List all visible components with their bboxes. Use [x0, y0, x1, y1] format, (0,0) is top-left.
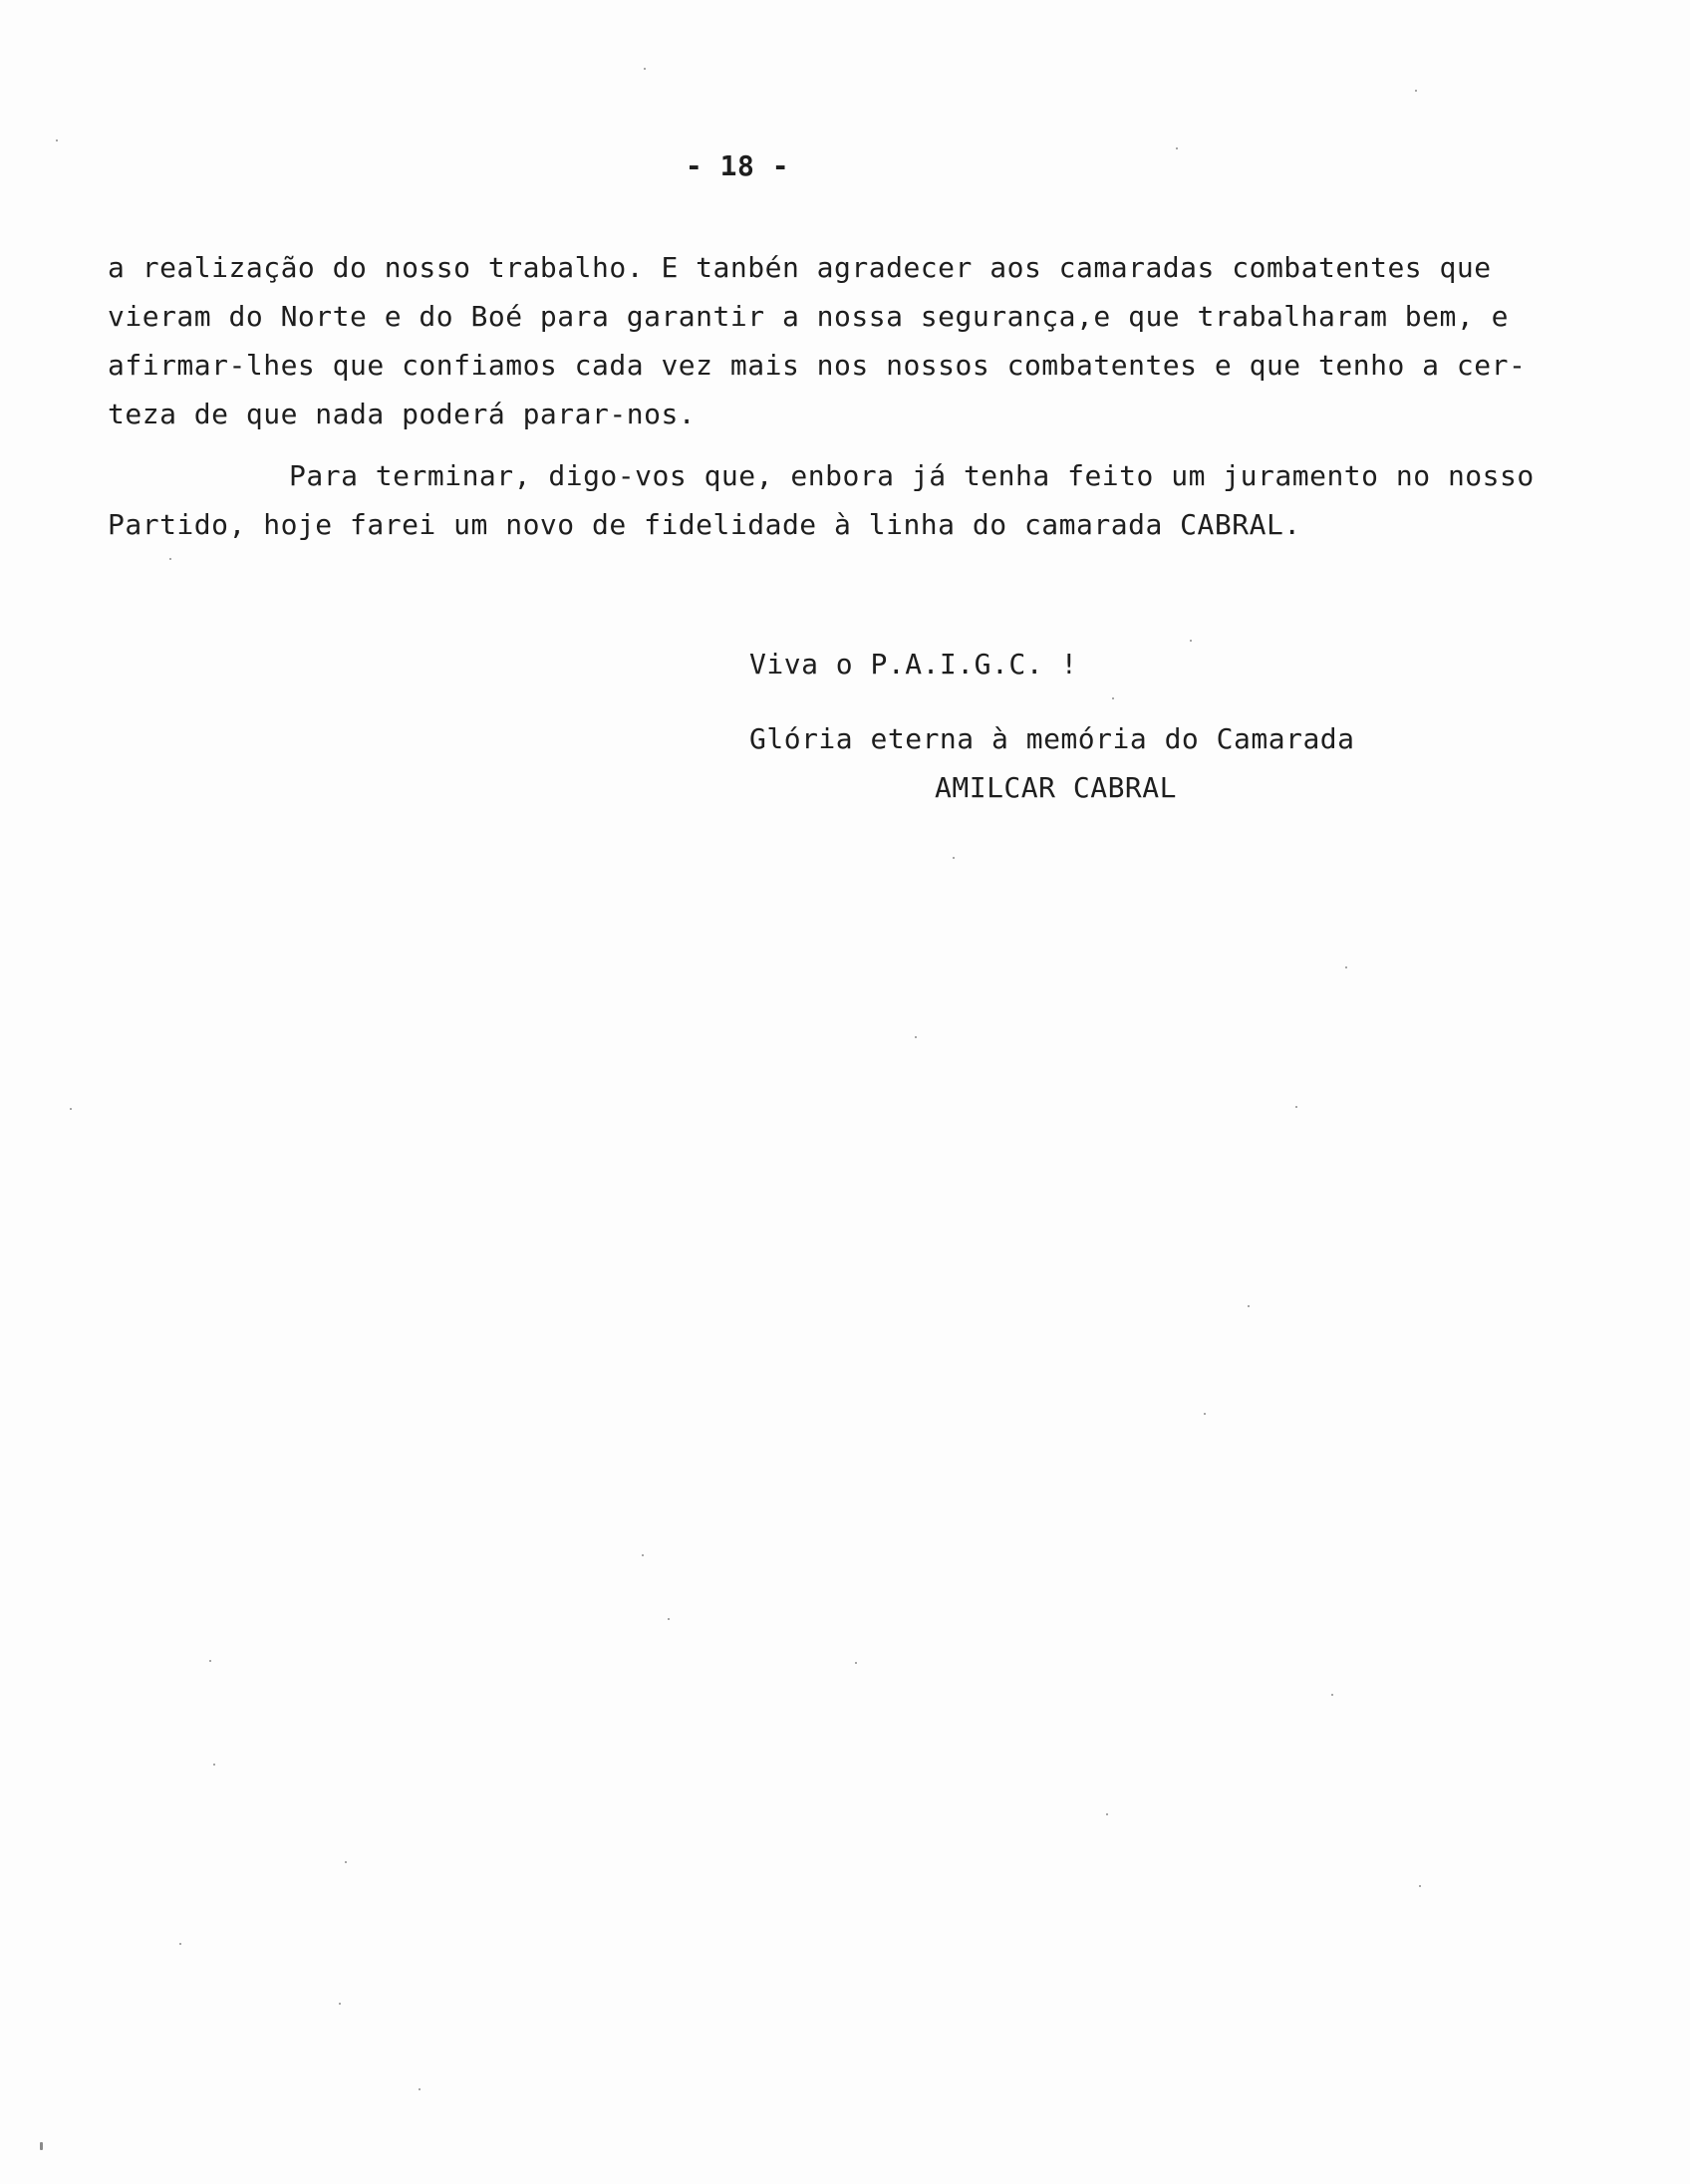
scan-speck	[70, 1108, 72, 1110]
scan-speck	[1415, 90, 1417, 92]
scan-speck	[642, 1554, 644, 1556]
scan-speck	[40, 2142, 43, 2150]
scan-speck	[345, 1861, 347, 1863]
scan-speck	[1295, 1106, 1297, 1108]
closing-slogan: Glória eterna à memória do Camarada	[749, 722, 1355, 755]
scan-speck	[1106, 1813, 1108, 1815]
body-line: afirmar-lhes que confiamos cada vez mais nos nossos combatentes e que tenho a cer-	[108, 349, 1527, 382]
scan-speck	[668, 1618, 670, 1620]
scan-speck	[1331, 1694, 1333, 1696]
scan-speck	[1419, 1885, 1421, 1887]
scan-speck	[56, 139, 58, 141]
scan-speck	[644, 68, 646, 70]
body-line: vieram do Norte e do Boé para garantir a nossa segurança,e que trabalharam bem, e	[108, 300, 1509, 333]
scan-speck	[1112, 697, 1114, 699]
scan-speck	[179, 1943, 181, 1945]
scan-speck	[855, 1662, 857, 1664]
closing-name: AMILCAR CABRAL	[935, 771, 1178, 804]
scan-speck	[915, 1036, 917, 1038]
scan-speck	[953, 857, 955, 859]
scan-speck	[209, 1660, 211, 1662]
scan-speck	[1176, 147, 1178, 149]
body-line: a realização do nosso trabalho. E tanbén agradecer aos camaradas combatentes que	[108, 251, 1492, 284]
scan-speck	[213, 1764, 215, 1766]
scan-speck	[1248, 1305, 1250, 1307]
scan-speck	[1345, 966, 1347, 968]
scan-speck	[339, 2003, 341, 2005]
scan-speck	[1204, 1413, 1206, 1415]
closing-slogan: Viva o P.A.I.G.C. !	[749, 648, 1078, 681]
page-number: - 18 -	[685, 149, 790, 182]
scan-speck	[419, 2088, 421, 2090]
scan-speck	[1190, 640, 1192, 642]
scan-speck	[169, 558, 171, 560]
body-line: Para terminar, digo-vos que, enbora já tenha feito um juramento no nosso	[289, 459, 1535, 492]
body-line: teza de que nada poderá parar-nos.	[108, 398, 697, 430]
body-line: Partido, hoje farei um novo de fidelidade à linha do camarada CABRAL.	[108, 508, 1301, 541]
